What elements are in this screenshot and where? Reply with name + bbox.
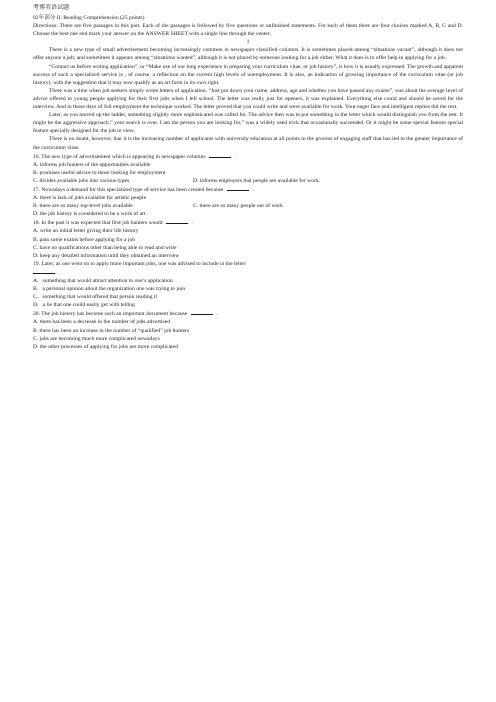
question-stem-text: 17. Nowadays a demand for this specialized type of service has been created because bbox=[33, 186, 224, 193]
passage-paragraph: There is no doubt, however, that it is the increasing number of applicants with university education at all points in the process of engaging staff that has led to the greater importance of the curriculum vitae. bbox=[33, 136, 463, 151]
option-c: C. jobs are becoming much more complicated nowadays bbox=[33, 335, 160, 342]
option-a: A. there is lack of jobs available for artistic people bbox=[33, 195, 147, 202]
passage-paragraph: “Contact us before writing application”, or “Make use of our long experience in preparing your curriculum vitae, or job history”, is how it is usually expressed. The growth and apparent success of such a specialized service is , of course, a reflection on the current high levels of unemployment. It is also, an indication of growing importance of the curriculum vitae (or job history), with the suggestion that it may now qualify as an art form in its own right. bbox=[33, 63, 463, 86]
answer-blank bbox=[227, 185, 249, 191]
question-19-blank-line bbox=[33, 268, 463, 277]
option-a: A. informs job hunters of the opportunities available bbox=[33, 161, 151, 168]
answer-blank bbox=[33, 268, 55, 274]
option-b: B．a personal opinion about the organization one was trying to join bbox=[33, 286, 186, 293]
question-stem-end: . bbox=[215, 311, 218, 318]
option-b: B. there has been an increase in the number of “qualified” job hunters bbox=[33, 327, 190, 334]
passage-paragraph: There was a time when job seekers simply wrote letters of application. “Just put down your name, address, age and whether you have passed any exams”, was about the average level of advice offered to young people applying for their first jobs when I left school. The letter was really just for openers, it was explained. Everything else could and should be saved for the interview. And in those days of full employment the technique worked. The letter proved that you could write and were available for work. Your eager face and intelligent replies did the rest. bbox=[33, 87, 463, 111]
document-title: 考博英语试题 bbox=[33, 5, 70, 11]
answer-blank bbox=[166, 218, 188, 224]
question-stem-end: . bbox=[252, 186, 254, 193]
question-16-stem bbox=[33, 152, 463, 161]
option-c: C. there are so many people out of work bbox=[193, 203, 283, 210]
option-b: B. there are so many top-level jobs available bbox=[33, 203, 133, 210]
option-a: A. write an initial letter giving their life history bbox=[33, 228, 139, 235]
option-d: D．a lie that one could easily get with telling bbox=[33, 302, 135, 309]
question-stem-text: 20. The job history has become such an important document because bbox=[33, 311, 188, 318]
answer-blank bbox=[209, 152, 231, 158]
question-19-stem bbox=[33, 260, 463, 268]
option-d: D. the job history is considered to be a work of art . bbox=[33, 211, 149, 218]
option-c: C. have no qualifications other than being able to read and write bbox=[33, 244, 177, 251]
question-stem-text: 16. The new type of advertisement which is appearing in newspaper columns bbox=[33, 153, 206, 160]
option-b: B. promises useful advice to those looking for employment bbox=[33, 169, 166, 176]
question-17-stem bbox=[33, 185, 463, 194]
section-title: 02年部分 II. Reading Comprehension (25 points) bbox=[33, 15, 145, 21]
option-d: D. the other processes of applying for jobs are more complicated bbox=[33, 343, 178, 350]
passage-paragraph: Later, as you moved up the ladder, something slightly more sophisticated was called for. The advice then was to put something in the letter which would distinguish you from the rest. It might be the aggressive approach.” your search is over. I am the person you are looking for,” was a widely used trick that occasionally succeeded. Or it might be some special feature special feature specially designed for the job in view. bbox=[33, 112, 463, 135]
question-stem-end: . bbox=[191, 220, 193, 227]
passage-paragraph: There is a new type of small advertisement becoming increasingly common in newspaper classified columns. It is sometimes placed among “situations vacant”, although it does not offer anyone a job; and sometimes it appears among “situations wanted”, although it is not placed by someone looking for a job either. What it does is to offer help in applying for a job. bbox=[33, 47, 463, 62]
option-a: A. there has been a decrease in the number of jobs advertised bbox=[33, 319, 170, 326]
option-b: B. pass some exams before applying for a job bbox=[33, 236, 136, 243]
directions-text: Directions: There are five passages in this part. Each of the passages is followed by five questions or unfinished statements. For each of them there are four choices marked A, B, C and D. Choose the best one and mark your answer on the ANSWER SHEET with a single line through the center. bbox=[33, 23, 463, 38]
option-d: D. informs employers that people are available for work. bbox=[193, 177, 321, 184]
option-c: C．something that would offered that person reading it bbox=[33, 294, 158, 301]
option-c: C. divides available jobs into various types bbox=[33, 177, 130, 184]
option-row bbox=[33, 202, 463, 210]
passage-number: 1 bbox=[246, 39, 250, 46]
question-stem-end: . bbox=[234, 153, 236, 160]
option-d: D. keep any detailed information until they obtained an interview bbox=[33, 252, 180, 259]
question-stem-end: . bbox=[58, 269, 60, 276]
question-18-stem bbox=[33, 218, 463, 227]
question-stem-text: 19. Later, as one went on to apply more important jobs, one was advised to include in the letter bbox=[33, 260, 246, 267]
question-20-stem bbox=[33, 309, 463, 318]
question-stem-text: 18. In the past it was expected that first job hunters would bbox=[33, 220, 163, 227]
option-row bbox=[33, 177, 463, 185]
option-a: A．something that would attract attention to one’s application bbox=[33, 278, 173, 284]
answer-blank bbox=[191, 309, 213, 315]
